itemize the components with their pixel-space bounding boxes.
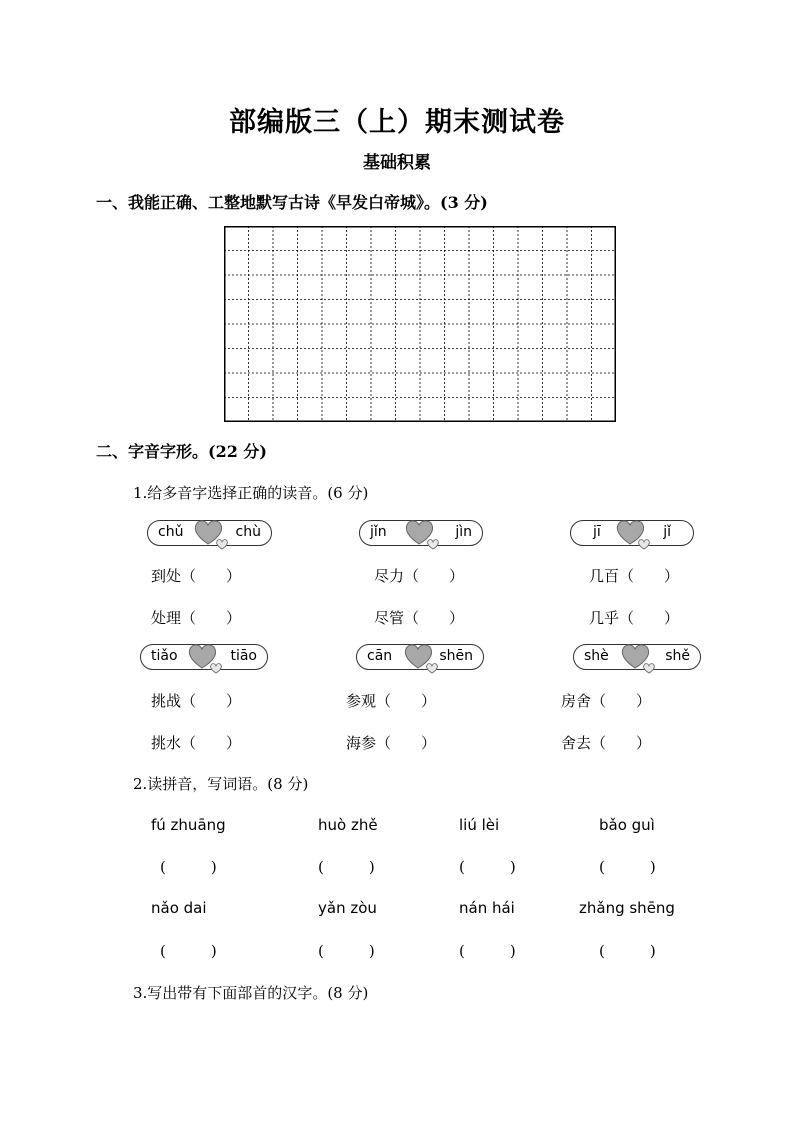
pinyin-option-left[interactable]: shè — [584, 648, 609, 664]
q2-pinyin: fú zhuāng — [151, 816, 226, 834]
q2-answer-blank[interactable]: ( ) — [318, 942, 375, 960]
pinyin-option-right[interactable]: shēn — [439, 648, 473, 664]
writing-grid-lines — [224, 226, 616, 422]
q1-word[interactable]: 尽管（ ） — [374, 609, 465, 627]
pinyin-option-left[interactable]: tiǎo — [151, 648, 178, 664]
writing-grid[interactable] — [224, 226, 616, 422]
q1-word[interactable]: 海参（ ） — [346, 734, 437, 752]
pinyin-option-right[interactable]: jìn — [455, 524, 472, 540]
pinyin-choice-can — [356, 644, 484, 670]
q1-word[interactable]: 处理（ ） — [151, 609, 242, 627]
q2-prompt: 2.读拼音，写词语。(8 分) — [133, 775, 309, 793]
section-2-heading: 二、字音字形。(22 分) — [96, 442, 267, 461]
heart-icon — [403, 516, 441, 550]
pinyin-option-left[interactable]: jī — [593, 524, 601, 540]
q1-prompt: 1.给多音字选择正确的读音。(6 分) — [133, 484, 369, 502]
q2-answer-blank[interactable]: ( ) — [459, 942, 516, 960]
q2-pinyin: yǎn zòu — [318, 899, 377, 917]
heart-icon — [614, 516, 652, 550]
q2-pinyin: nán hái — [459, 899, 515, 917]
q2-pinyin: liú lèi — [459, 816, 500, 834]
q2-answer-blank[interactable]: ( ) — [599, 942, 656, 960]
q1-word[interactable]: 到处（ ） — [151, 567, 242, 585]
pinyin-option-right[interactable]: tiāo — [230, 648, 257, 664]
q2-pinyin: bǎo guì — [599, 816, 655, 834]
page-title: 部编版三（上）期末测试卷 — [229, 107, 565, 138]
q2-answer-blank[interactable]: ( ) — [318, 858, 375, 876]
q2-pinyin: zhǎng shēng — [579, 899, 675, 917]
q3-prompt: 3.写出带有下面部首的汉字。(8 分) — [133, 984, 369, 1002]
pinyin-option-left[interactable]: cān — [367, 648, 393, 664]
q1-word[interactable]: 参观（ ） — [346, 692, 437, 710]
q1-word[interactable]: 尽力（ ） — [374, 567, 465, 585]
q2-answer-blank[interactable]: ( ) — [160, 858, 217, 876]
q2-answer-blank[interactable]: ( ) — [599, 858, 656, 876]
heart-icon — [186, 640, 224, 674]
pinyin-choice-ji — [570, 520, 694, 546]
q1-word[interactable]: 几百（ ） — [589, 567, 680, 585]
page-subtitle: 基础积累 — [363, 153, 431, 173]
q1-word[interactable]: 几乎（ ） — [589, 609, 680, 627]
pinyin-choice-chu — [147, 520, 272, 546]
q1-word[interactable]: 挑战（ ） — [151, 692, 242, 710]
pinyin-choice-she — [573, 644, 701, 670]
heart-icon — [192, 516, 230, 550]
q2-answer-blank[interactable]: ( ) — [160, 942, 217, 960]
pinyin-option-right[interactable]: jǐ — [663, 524, 671, 540]
q1-word[interactable]: 挑水（ ） — [151, 734, 242, 752]
pinyin-option-left[interactable]: jǐn — [370, 524, 387, 540]
pinyin-option-right[interactable]: chù — [235, 524, 261, 540]
pinyin-option-left[interactable]: chǔ — [158, 524, 184, 540]
pinyin-option-right[interactable]: shě — [665, 648, 690, 664]
q2-answer-blank[interactable]: ( ) — [459, 858, 516, 876]
heart-icon — [402, 640, 440, 674]
section-1-heading: 一、我能正确、工整地默写古诗《早发白帝城》。(3 分) — [96, 193, 488, 212]
heart-icon — [619, 640, 657, 674]
pinyin-choice-jin — [359, 520, 483, 546]
q1-word[interactable]: 房舍（ ） — [561, 692, 652, 710]
q1-word[interactable]: 舍去（ ） — [561, 734, 652, 752]
pinyin-choice-tiao — [140, 644, 268, 670]
q2-pinyin: huò zhě — [318, 816, 378, 834]
q2-pinyin: nǎo dai — [151, 899, 207, 917]
